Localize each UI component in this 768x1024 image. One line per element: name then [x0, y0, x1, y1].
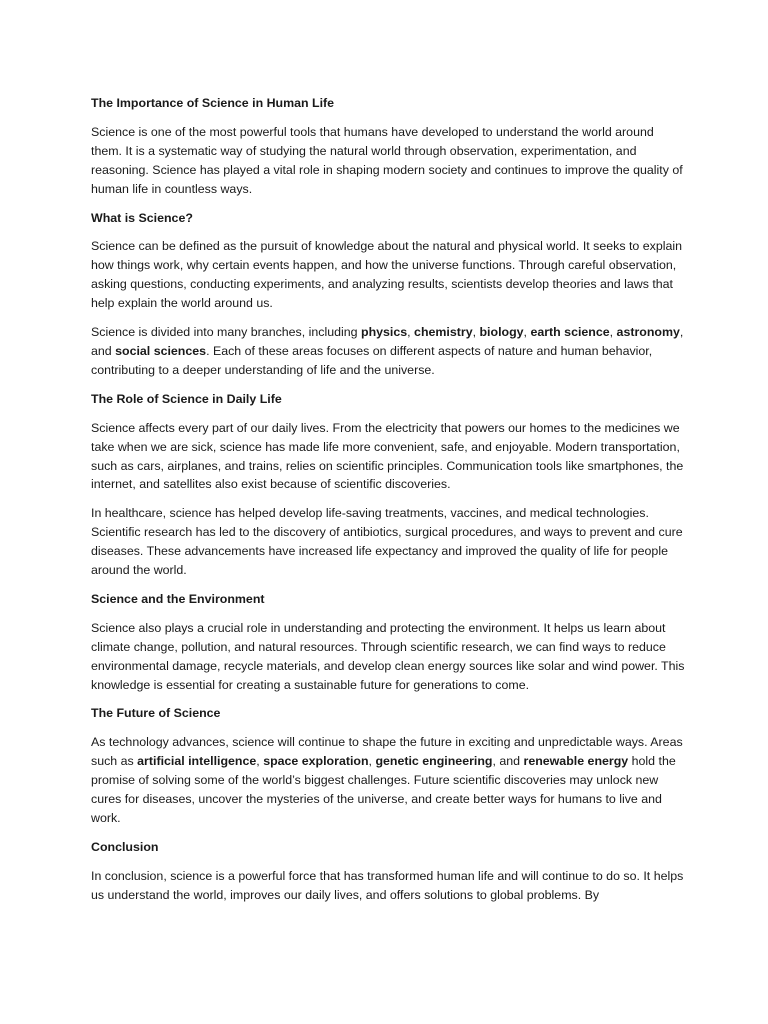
daily-life-paragraph-2: In healthcare, science has helped develop life-saving treatments, vaccines, and medical technologies. Scientific research has led to the discovery of antibiotics, surgical procedures, and ways to prevent and cure diseases. These advancements have increased life expectancy and improved the quality of life for people around the world.	[91, 506, 683, 578]
conclusion-paragraph-1: In conclusion, science is a powerful force that has transformed human life and will continue to do so. It helps us understand the world, improves our daily lives, and offers solutions to global problems. By	[91, 868, 684, 902]
bold-term-renewable-energy: renewable energy	[523, 754, 629, 769]
bold-term-biology: biology	[479, 325, 524, 340]
bold-term-earth-science: earth science	[530, 325, 610, 340]
text-run: , and	[492, 754, 524, 769]
bold-term-astronomy: astronomy	[616, 325, 680, 340]
section-heading-conclusion: Conclusion	[91, 839, 159, 854]
text-run: ,	[368, 754, 376, 769]
bold-term-space-exploration: space exploration	[263, 754, 369, 769]
section-heading-future: The Future of Science	[91, 706, 221, 721]
environment-paragraph-1: Science also plays a crucial role in understanding and protecting the environment. It helps us learn about climate change, pollution, and natural resources. Through scientific research, we can find ways to reduce environmental damage, recycle materials, and develop clean energy sources like solar and wind power. This knowledge is essential for creating a sustainable future for generations to come.	[91, 620, 685, 692]
what-is-science-paragraph-1: Science can be defined as the pursuit of knowledge about the natural and physical world. It seeks to explain how things work, why certain events happen, and how the universe functions. Through careful observation, asking questions, conducting experiments, and analyzing results, scientists develop theories and laws that help explain the world around us.	[91, 239, 682, 311]
text-run: hold the promise of solving some of the world’s biggest challenges. Future scientific discoveries may unlock new cures for diseases, uncover the mysteries of the universe, and create better ways for humans to live and work.	[91, 754, 676, 825]
text-run: . Each of these areas focuses on different aspects of nature and human behavior, contributing to a deeper understanding of life and the universe.	[91, 343, 653, 377]
bold-term-artificial-intelligence: artificial intelligence	[137, 754, 257, 769]
bold-term-chemistry: chemistry	[414, 325, 473, 340]
text-run: ,	[256, 754, 264, 769]
what-is-science-paragraph-2	[91, 323, 685, 380]
text-run: , and	[91, 325, 684, 358]
intro-paragraph: Science is one of the most powerful tools that humans have developed to understand the world around them. It is a systematic way of studying the natural world through observation, experimentation, and reasoning. Science has played a vital role in shaping modern society and continues to improve the quality of human life in countless ways.	[91, 124, 683, 196]
document-body	[91, 94, 685, 915]
text-run: Science is divided into many branches, including	[91, 325, 361, 340]
daily-life-paragraph-1: Science affects every part of our daily lives. From the electricity that powers our homes to the medicines we take when we are sick, science has made life more convenient, safe, and enjoyable. Modern transportation, such as cars, airplanes, and trains, relies on scientific principles. Communication tools like smartphones, the internet, and satellites also exist because of scientific discoveries.	[91, 420, 684, 492]
text-run: ,	[609, 325, 617, 340]
text-run: As technology advances, science will continue to shape the future in exciting and unpredictable ways. Areas such as	[91, 735, 683, 769]
future-paragraph-1	[91, 733, 685, 828]
document-title: The Importance of Science in Human Life	[91, 96, 335, 110]
section-heading-daily-life: The Role of Science in Daily Life	[91, 391, 282, 406]
text-run: ,	[472, 325, 480, 340]
section-heading-what-is-science: What is Science?	[91, 210, 193, 225]
bold-term-genetic-engineering: genetic engineering	[375, 754, 493, 769]
text-run: ,	[407, 325, 415, 340]
section-heading-environment: Science and the Environment	[91, 591, 265, 606]
bold-term-physics: physics	[361, 325, 408, 340]
text-run: ,	[523, 325, 531, 340]
bold-term-social-sciences: social sciences	[115, 343, 207, 358]
